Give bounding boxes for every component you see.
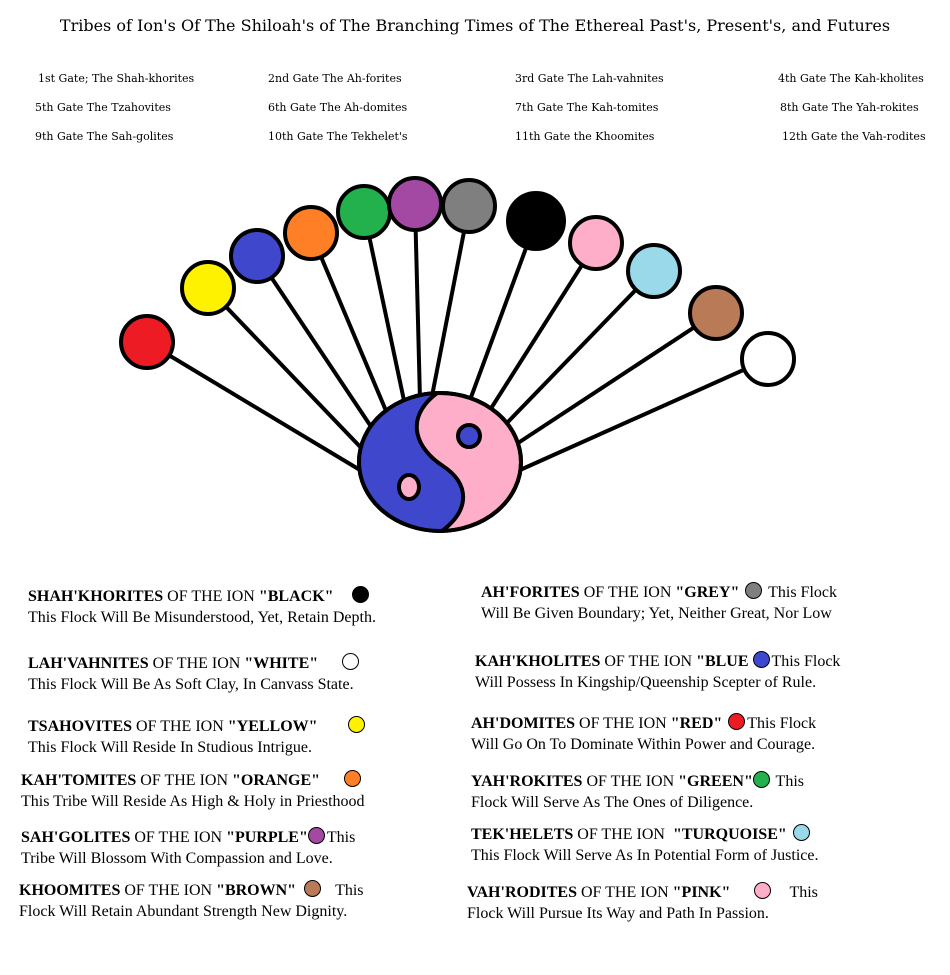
grey-dot-icon	[745, 582, 762, 599]
gate-label-1: 1st Gate; The Shah-khorites	[38, 72, 195, 85]
entry-mid-text: OF THE ION	[136, 772, 232, 789]
black-ball-icon	[508, 193, 564, 249]
tribe-name: TSAHOVITES	[28, 718, 133, 735]
legend-entry-vahrodites	[467, 882, 818, 924]
spoke-green	[364, 212, 406, 410]
entry-mid-text: OF THE ION	[579, 584, 676, 601]
entry-tail: This	[335, 882, 364, 899]
pink-dot-icon	[754, 882, 771, 899]
entry-description: This Flock Will Be As Soft Clay, In Canvass State.	[28, 676, 354, 693]
entry-mid-text: OF THE ION	[130, 829, 227, 846]
purple-dot-icon	[308, 827, 325, 844]
pink-ball-icon	[570, 217, 622, 269]
entry-description: This Tribe Will Reside As High & Holy in Priesthood	[21, 793, 365, 810]
red-dot-icon	[728, 713, 745, 730]
entry-mid-text: OF THE ION	[600, 653, 697, 670]
entry-description: This Flock Will Serve As In Potential Form of Justice.	[471, 847, 819, 864]
entry-mid-text: OF THE ION	[576, 884, 673, 901]
legend-entry-ahforites	[481, 582, 837, 624]
gate-label-11: 11th Gate the Khoomites	[515, 130, 655, 143]
legend-entry-tsahovites	[28, 716, 367, 758]
gate-label-2: 2nd Gate The Ah-forites	[268, 72, 402, 85]
legend-entry-lahvahnites	[28, 653, 361, 695]
spoke-white	[520, 359, 768, 470]
entry-mid-text: OF THE ION	[573, 826, 673, 843]
brown-dot-icon	[304, 880, 321, 897]
entry-mid-text: OF THE ION	[148, 655, 245, 672]
tribe-name: AH'FORITES	[481, 584, 580, 601]
tribe-name: SAH'GOLITES	[21, 829, 131, 846]
color-name: "GREEN"	[678, 773, 753, 790]
white-dot-icon	[342, 653, 359, 670]
turquoise-ball-icon	[628, 245, 680, 297]
green-ball-icon	[338, 186, 390, 238]
gate-label-7: 7th Gate The Kah-tomites	[515, 101, 659, 114]
entry-description: Flock Will Retain Abundant Strength New Dignity.	[19, 903, 348, 920]
color-name: "RED"	[670, 715, 723, 732]
tribe-name: LAH'VAHNITES	[28, 655, 149, 672]
entry-description: Will Go On To Dominate Within Power and Courage.	[471, 736, 816, 753]
entry-description: Flock Will Pursue Its Way and Path In Passion.	[467, 905, 769, 922]
turquoise-dot-icon	[793, 824, 810, 841]
entry-description: Tribe Will Blossom With Compassion and Love.	[21, 850, 333, 867]
orange-ball-icon	[285, 207, 337, 259]
color-name: "WHITE"	[244, 655, 319, 672]
entry-description: Will Be Given Boundary; Yet, Neither Great, Nor Low	[481, 605, 832, 622]
blue-ball-icon	[231, 230, 283, 282]
gate-label-4: 4th Gate The Kah-kholites	[778, 72, 924, 85]
entry-tail: This Flock	[747, 715, 817, 732]
purple-ball-icon	[389, 178, 441, 230]
tribe-name: KAH'TOMITES	[21, 772, 137, 789]
color-name: "YELLOW"	[227, 718, 318, 735]
color-name: "GREY"	[675, 584, 740, 601]
spoke-purple	[415, 204, 420, 400]
entry-mid-text: OF THE ION	[575, 715, 671, 732]
entry-mid-text: OF THE ION	[120, 882, 217, 899]
color-name: "TURQUOISE"	[672, 826, 787, 843]
color-name: "BLACK"	[258, 588, 334, 605]
color-name: "BROWN"	[216, 882, 297, 899]
entry-mid-text: OF THE ION	[132, 718, 228, 735]
gate-label-12: 12th Gate the Vah-rodites	[782, 130, 926, 143]
green-dot-icon	[753, 771, 770, 788]
red-ball-icon	[121, 316, 173, 368]
yellow-dot-icon	[348, 716, 365, 733]
color-name: "BLUE	[696, 653, 749, 670]
orange-dot-icon	[344, 770, 361, 787]
yin-yang-icon	[358, 393, 521, 531]
gate-label-8: 8th Gate The Yah-rokites	[780, 101, 919, 114]
tribe-name: KAH'KHOLITES	[475, 653, 601, 670]
brown-ball-icon	[690, 287, 742, 339]
blue-dot-icon	[753, 651, 770, 668]
gate-label-3: 3rd Gate The Lah-vahnites	[515, 72, 664, 85]
entry-mid-text: OF THE ION	[582, 773, 679, 790]
grey-ball-icon	[443, 180, 495, 232]
legend-entry-yahrokites	[471, 771, 804, 813]
tribe-name: AH'DOMITES	[471, 715, 576, 732]
entry-description: This Flock Will Be Misunderstood, Yet, Retain Depth.	[28, 609, 376, 626]
color-name: "ORANGE"	[232, 772, 320, 789]
entry-description: Flock Will Serve As The Ones of Diligence.	[471, 794, 754, 811]
legend-entry-tekhelets	[471, 824, 818, 866]
black-dot-icon	[352, 586, 369, 603]
gate-label-9: 9th Gate The Sah-golites	[35, 130, 174, 143]
entry-tail: This	[789, 884, 818, 901]
tribe-name: SHAH'KHORITES	[28, 588, 164, 605]
fan-balls	[121, 178, 794, 385]
gate-label-10: 10th Gate The Tekhelet's	[268, 130, 408, 143]
legend-entry-ahdomites	[471, 713, 816, 755]
tribe-name: VAH'RODITES	[467, 884, 577, 901]
tribe-name: KHOOMITES	[19, 882, 121, 899]
page-title: Tribes of Ion's Of The Shiloah's of The Branching Times of The Ethereal Past's, Present's, and Futures	[59, 16, 891, 35]
legend-entry-sahgolites	[21, 827, 355, 869]
color-name: "PINK"	[672, 884, 731, 901]
tribe-name: YAH'ROKITES	[471, 773, 583, 790]
white-ball-icon	[742, 333, 794, 385]
tribe-name: TEK'HELETS	[471, 826, 574, 843]
spoke-grey	[432, 206, 469, 396]
entry-tail: This	[775, 773, 804, 790]
legend-entry-shahkhorites	[28, 586, 376, 628]
gate-label-5: 5th Gate The Tzahovites	[35, 101, 171, 114]
legend-entry-kahkholites	[475, 651, 840, 693]
entry-mid-text: OF THE ION	[163, 588, 259, 605]
yellow-ball-icon	[182, 262, 234, 314]
legend-entry-khoomites	[19, 880, 364, 922]
legend-entry-kahtomites	[21, 770, 365, 812]
color-name: "PURPLE"	[226, 829, 308, 846]
gate-label-6: 6th Gate The Ah-domites	[268, 101, 408, 114]
entry-description: This Flock Will Reside In Studious Intrigue.	[28, 739, 312, 756]
entry-tail: This Flock	[771, 653, 841, 670]
entry-tail: This Flock	[768, 584, 837, 601]
entry-description: Will Possess In Kingship/Queenship Scepter of Rule.	[475, 674, 817, 691]
entry-tail: This	[326, 829, 356, 846]
